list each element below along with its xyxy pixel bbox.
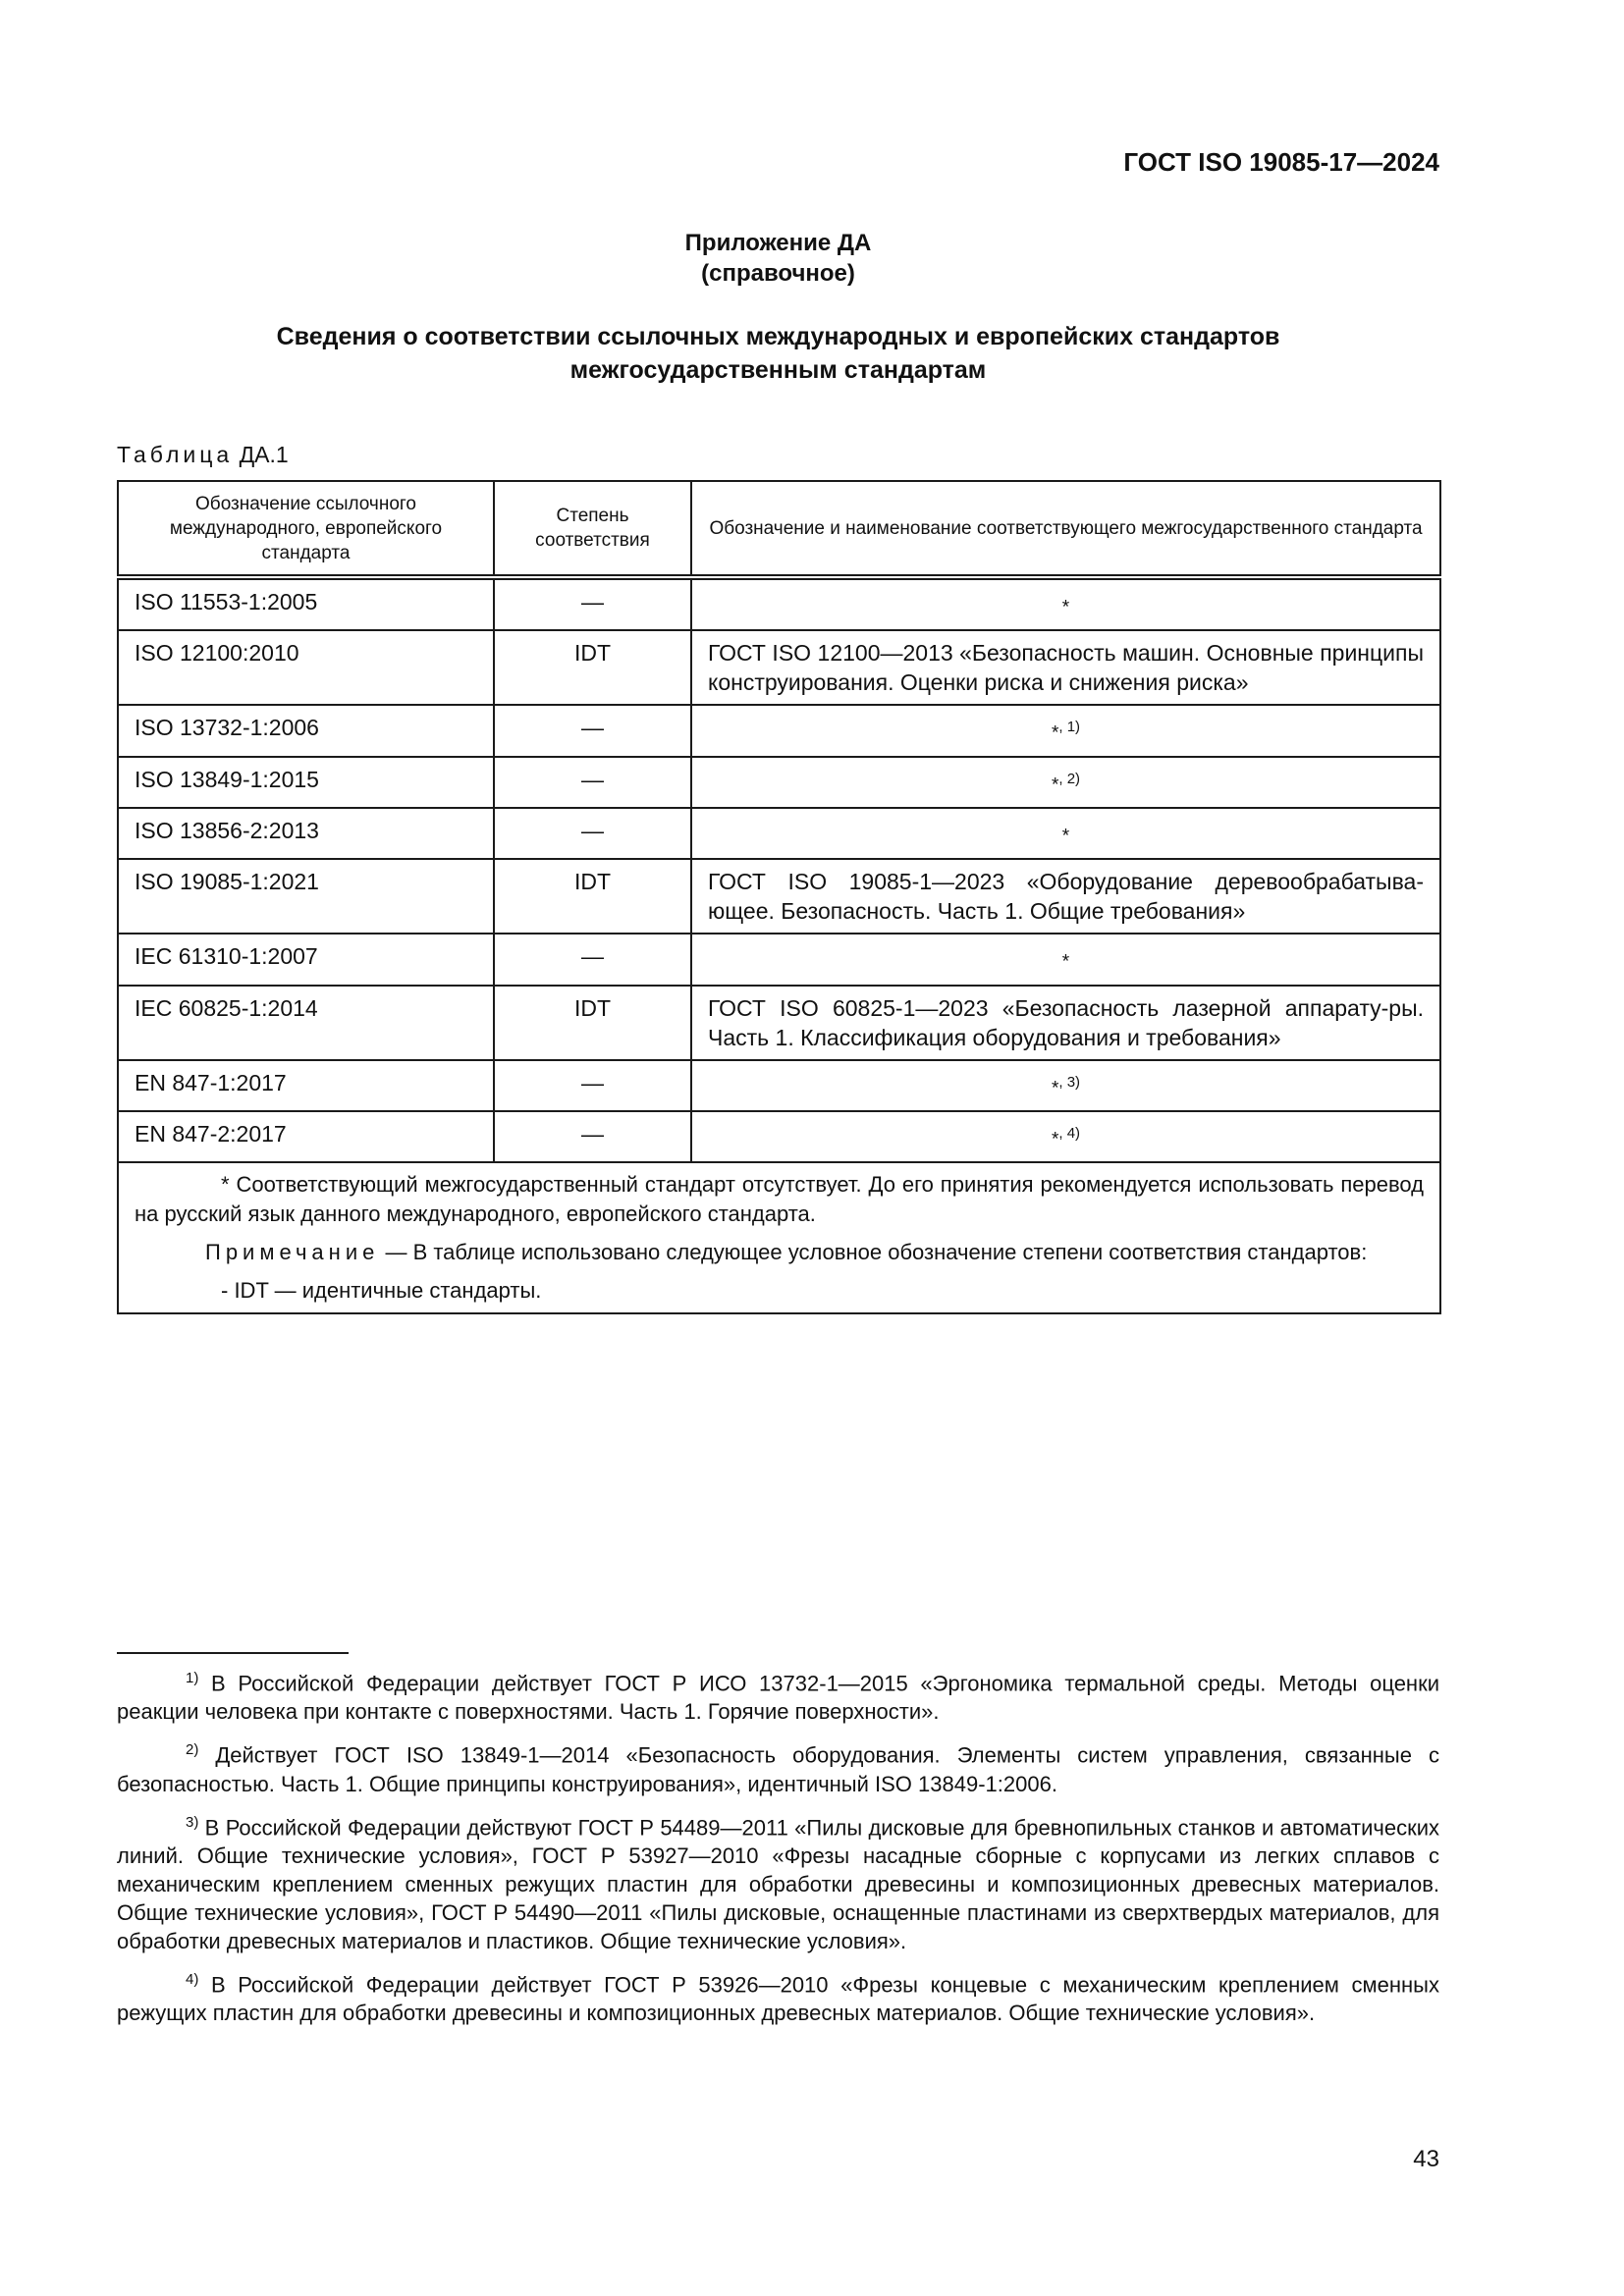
star-footnote: * Соответствующий межгосударственный стандарт отсутствует. До его принятия рекомендуется использовать перевод на русский язык данного международного, европейского стандарта. — [135, 1172, 1424, 1227]
table-row — [118, 757, 1440, 808]
table-row — [118, 934, 1440, 985]
header-reference-standard: Обозначение ссылочного международного, европейского стандарта — [118, 481, 494, 577]
footnote-item — [117, 1664, 1439, 1726]
table-row — [118, 986, 1440, 1060]
star-mark: * — [1061, 597, 1070, 618]
cell-degree: IDT — [494, 630, 691, 705]
cell-reference: EN 847-1:2017 — [118, 1060, 494, 1111]
table-row — [118, 705, 1440, 756]
table-row — [118, 1111, 1440, 1162]
section-title-line-1: Сведения о соответствии ссылочных международных и европейских стандартов — [276, 323, 1280, 350]
footnote-mark: 3) — [186, 1813, 199, 1831]
footnotes — [117, 1664, 1439, 2037]
cell-reference: ISO 11553-1:2005 — [118, 577, 494, 630]
cell-degree: — — [494, 808, 691, 859]
cell-reference: EN 847-2:2017 — [118, 1111, 494, 1162]
note-label: Примечание — [205, 1240, 380, 1265]
section-title-line-2: межгосударственным стандартам — [569, 356, 987, 384]
footnote-ref: , 1) — [1058, 719, 1081, 736]
footnote-text: В Российской Федерации действует ГОСТ Р ИСО 13732-1—2015 «Эргономика термальной среды. Методы оценки реакции человека при контакте с поверхностями. Часть 1. Горячие поверхности». — [117, 1671, 1439, 1725]
appendix-heading — [117, 228, 1439, 289]
table-row — [118, 577, 1440, 630]
footnote-text: В Российской Федерации действует ГОСТ Р 53926—2010 «Фрезы концевые с механическим креплением сменных режущих пластин для обработки древесины и композиционных древесных материалов. Общие технические условия». — [117, 1972, 1439, 2026]
star-mark: * — [1051, 1077, 1059, 1098]
table-caption — [117, 442, 289, 468]
cell-standard-name — [691, 705, 1440, 756]
document-code: ГОСТ ISO 19085-17—2024 — [1123, 147, 1439, 177]
cell-reference: ISO 13732-1:2006 — [118, 705, 494, 756]
appendix-title: Приложение ДА — [684, 230, 872, 256]
star-mark: * — [1051, 774, 1059, 795]
table-notes — [118, 1162, 1440, 1313]
cell-standard-name: ГОСТ ISO 12100—2013 «Безопасность машин. Основные принципы конструирования. Оценки риска и снижения риска» — [691, 630, 1440, 705]
cell-standard-name — [691, 808, 1440, 859]
cell-standard-name: ГОСТ ISO 19085-1—2023 «Оборудование деревообрабатыва-ющее. Безопасность. Часть 1. Общие требования» — [691, 859, 1440, 934]
header-degree: Степень соответствия — [494, 481, 691, 577]
correspondence-table — [117, 480, 1441, 1314]
cell-standard-name — [691, 757, 1440, 808]
footnote-item — [117, 1735, 1439, 1797]
table-caption-word: Таблица — [117, 442, 234, 467]
cell-reference: ISO 12100:2010 — [118, 630, 494, 705]
footnote-mark: 1) — [186, 1670, 199, 1686]
star-mark: * — [1061, 826, 1070, 847]
table-row — [118, 630, 1440, 705]
section-title — [117, 320, 1439, 387]
cell-degree: — — [494, 705, 691, 756]
cell-standard-name: ГОСТ ISO 60825-1—2023 «Безопасность лазерной аппарату-ры. Часть 1. Классификация оборудования и требования» — [691, 986, 1440, 1060]
footnote-text: Действует ГОСТ ISO 13849-1—2014 «Безопасность оборудования. Элементы систем управления, связанные с безопасностью. Часть 1. Общие принципы конструирования», идентичный ISO 13849-1:2006. — [117, 1742, 1439, 1796]
star-mark: * — [1061, 951, 1070, 973]
footnote-mark: 2) — [186, 1741, 199, 1759]
footnote-ref: , 4) — [1058, 1124, 1081, 1142]
note-bullet: - IDT — идентичные стандарты. — [221, 1278, 542, 1304]
footnote-text: В Российской Федерации действуют ГОСТ Р 54489—2011 «Пилы дисковые для бревнопильных станков и автоматических линий. Общие технические условия», ГОСТ Р 53927—2010 «Фрезы насадные сборные с корпусами из легких сплавов с механическим креплением сменных режущих пластин для обработки древесины и композиционных древесных материалов. Общие технические условия», ГОСТ Р 54490—2011 «Пилы дисковые, оснащенные пластинами из сверхтвердых материалов, для обработки древесных материалов и пластиков. Общие технические условия». — [117, 1814, 1439, 1953]
cell-reference: ISO 13849-1:2015 — [118, 757, 494, 808]
table-caption-id: ДА.1 — [239, 442, 289, 467]
table-row — [118, 808, 1440, 859]
table-row — [118, 1060, 1440, 1111]
cell-standard-name — [691, 577, 1440, 630]
footnote-ref: , 3) — [1058, 1073, 1081, 1091]
cell-reference: ISO 19085-1:2021 — [118, 859, 494, 934]
cell-standard-name — [691, 1060, 1440, 1111]
cell-reference: IEC 60825-1:2014 — [118, 986, 494, 1060]
cell-degree: IDT — [494, 859, 691, 934]
appendix-subtitle: (справочное) — [701, 260, 855, 287]
cell-degree: — — [494, 757, 691, 808]
footnote-mark: 4) — [186, 1970, 199, 1988]
cell-reference: ISO 13856-2:2013 — [118, 808, 494, 859]
footnote-item — [117, 1808, 1439, 1955]
footnote-divider — [117, 1652, 349, 1654]
header-interstate-standard: Обозначение и наименование соответствующего межгосударственного стандарта — [691, 481, 1440, 577]
table-notes-row — [118, 1162, 1440, 1313]
star-mark: * — [1051, 1129, 1059, 1150]
footnote-ref: , 2) — [1058, 770, 1081, 787]
table-note — [135, 1238, 1424, 1267]
table-header-row — [118, 481, 1440, 577]
star-mark: * — [1051, 722, 1059, 744]
cell-degree: — — [494, 934, 691, 985]
cell-degree: IDT — [494, 986, 691, 1060]
page-number: 43 — [1413, 2146, 1439, 2172]
cell-degree: — — [494, 1111, 691, 1162]
cell-reference: IEC 61310-1:2007 — [118, 934, 494, 985]
note-text: — В таблице использовано следующее условное обозначение степени соответствия стандартов: — [379, 1240, 1368, 1265]
cell-standard-name — [691, 934, 1440, 985]
cell-degree: — — [494, 1060, 691, 1111]
footnote-item — [117, 1965, 1439, 2027]
cell-standard-name — [691, 1111, 1440, 1162]
table-row — [118, 859, 1440, 934]
cell-degree: — — [494, 577, 691, 630]
